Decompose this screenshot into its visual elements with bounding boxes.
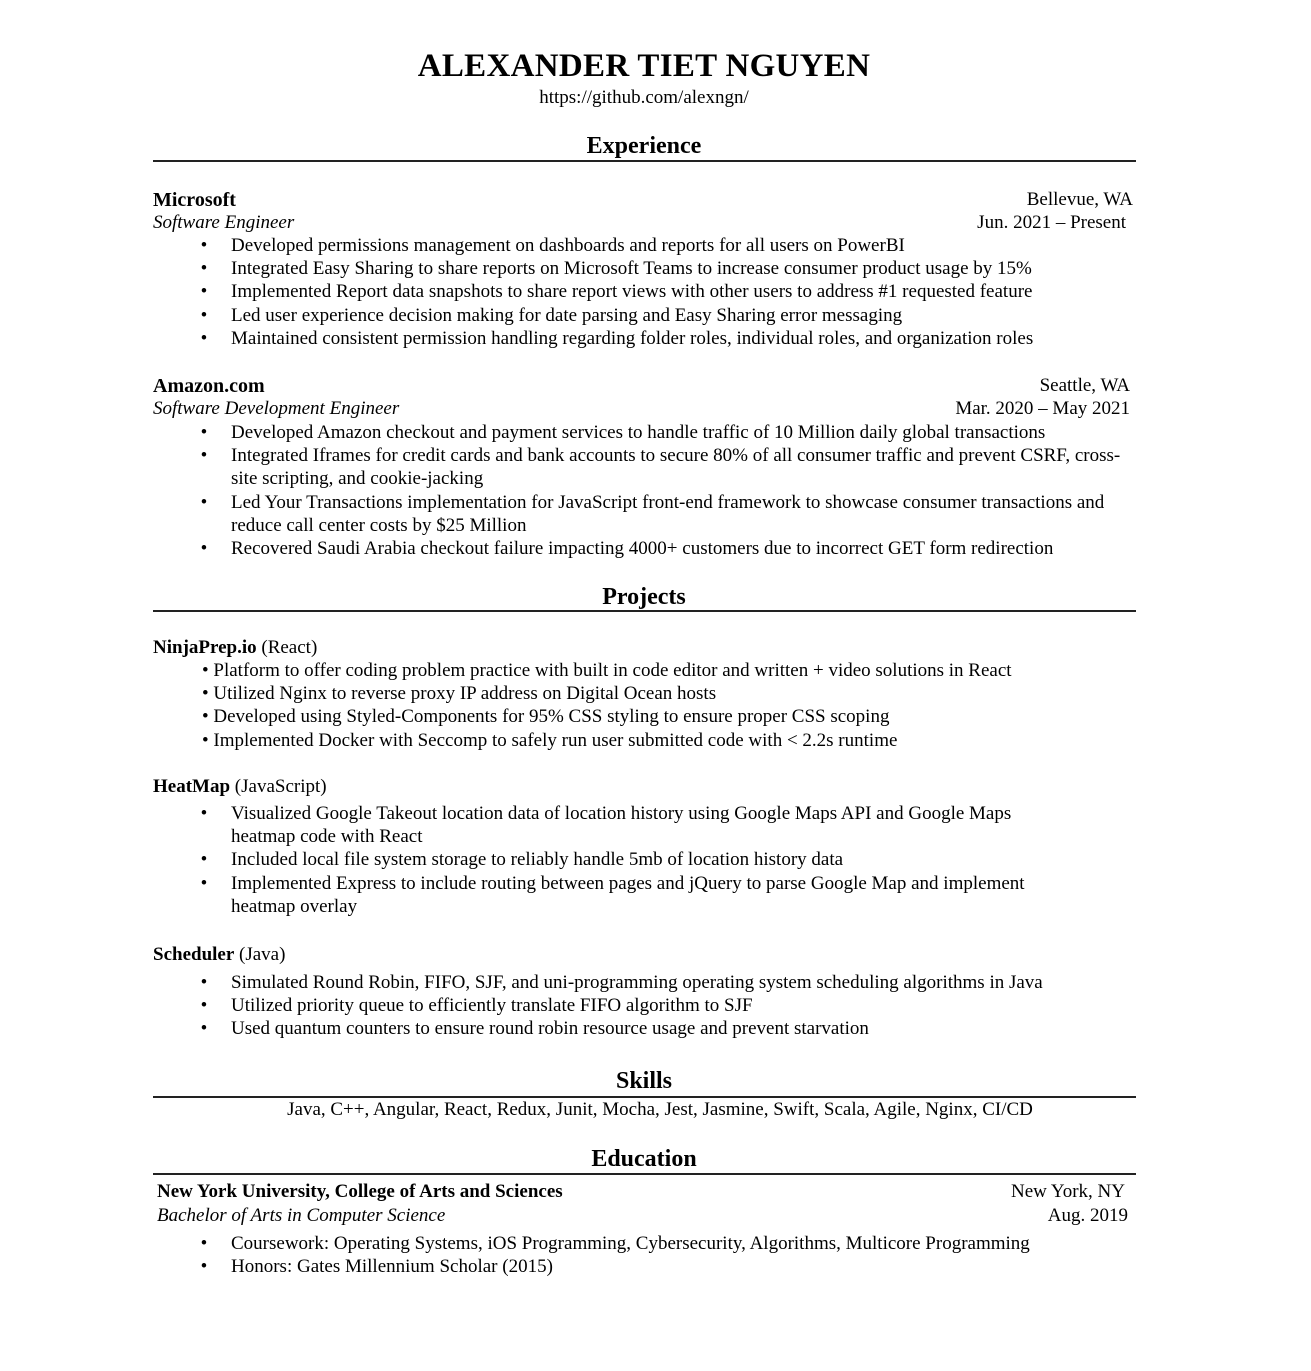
job-location: Bellevue, WA bbox=[1026, 189, 1133, 210]
project-header-scheduler bbox=[153, 943, 1133, 967]
job-bullets-amazon bbox=[198, 421, 1128, 560]
bullet-item: • Recovered Saudi Arabia checkout failure impacting 4000+ customers due to incorrect GET form redirection bbox=[198, 537, 1128, 560]
bullet-icon: • bbox=[200, 445, 208, 467]
project-bullets-scheduler bbox=[198, 971, 1128, 1041]
school-location: New York, NY bbox=[1010, 1181, 1125, 1202]
job-subheader-amazon bbox=[153, 397, 1133, 421]
company-name: Microsoft bbox=[153, 189, 236, 211]
bullet-icon: • bbox=[200, 1256, 208, 1278]
bullet-icon: • bbox=[200, 538, 208, 560]
bullet-icon: • bbox=[200, 491, 208, 513]
bullet-item: • Included local file system storage to reliably handle 5mb of location history data bbox=[198, 848, 1078, 871]
bullet-icon: • bbox=[202, 660, 209, 681]
section-title-projects: Projects bbox=[602, 584, 686, 610]
section-divider bbox=[153, 1173, 1136, 1175]
job-dates: Mar. 2020 – May 2021 bbox=[955, 398, 1130, 419]
bullet-item: • Utilized Nginx to reverse proxy IP address on Digital Ocean hosts bbox=[202, 683, 717, 705]
bullet-item: • Simulated Round Robin, FIFO, SJF, and uni-programming operating system scheduling algorithms in Java bbox=[198, 971, 1128, 994]
bullet-item: • Led user experience decision making for date parsing and Easy Sharing error messaging bbox=[198, 304, 1128, 327]
section-divider bbox=[153, 160, 1136, 162]
project-tech: (JavaScript) bbox=[234, 776, 327, 797]
bullet-icon: • bbox=[200, 995, 208, 1017]
bullet-icon: • bbox=[202, 706, 209, 728]
bullet-item: • Developed using Styled-Components for 95% CSS styling to ensure proper CSS scoping bbox=[202, 706, 890, 728]
education-subheader bbox=[157, 1204, 1128, 1228]
bullet-item: • Developed Amazon checkout and payment services to handle traffic of 10 Million daily global transactions bbox=[198, 421, 1128, 444]
degree: Bachelor of Arts in Computer Science bbox=[157, 1205, 446, 1226]
bullet-icon: • bbox=[200, 304, 208, 326]
section-title-experience: Experience bbox=[586, 133, 702, 159]
project-tech: (React) bbox=[261, 637, 318, 658]
job-title: Software Development Engineer bbox=[153, 398, 400, 419]
job-header-microsoft bbox=[153, 188, 1133, 212]
bullet-icon: • bbox=[200, 1233, 208, 1254]
bullet-item: • Developed permissions management on dashboards and reports for all users on PowerBI bbox=[198, 234, 1128, 257]
job-header-amazon bbox=[153, 374, 1133, 398]
bullet-item: • Visualized Google Takeout location data of location history using Google Maps API and Google Maps heatmap code with React bbox=[198, 802, 1078, 848]
project-bullets-ninjaprep bbox=[202, 659, 1122, 752]
bullet-icon: • bbox=[200, 281, 208, 303]
bullet-icon: • bbox=[200, 235, 208, 256]
bullet-item: • Used quantum counters to ensure round robin resource usage and prevent starvation bbox=[198, 1017, 1128, 1040]
bullet-icon: • bbox=[200, 327, 208, 349]
graduation-date: Aug. 2019 bbox=[1047, 1205, 1128, 1226]
job-location: Seattle, WA bbox=[1039, 375, 1130, 396]
education-bullets bbox=[198, 1232, 1128, 1278]
bullet-icon: • bbox=[200, 972, 208, 993]
bullet-icon: • bbox=[200, 803, 208, 824]
bullet-item: • Integrated Easy Sharing to share reports on Microsoft Teams to increase consumer product usage by 15% bbox=[198, 257, 1128, 280]
bullet-item: • Integrated Iframes for credit cards and bank accounts to secure 80% of all consumer traffic and prevent CSRF, cross-site scripting, and cookie-jacking bbox=[198, 444, 1128, 490]
bullet-icon: • bbox=[200, 872, 208, 894]
school-name: New York University, College of Arts and Sciences bbox=[157, 1181, 563, 1202]
job-dates: Jun. 2021 – Present bbox=[977, 212, 1126, 233]
bullet-item: • Utilized priority queue to efficiently translate FIFO algorithm to SJF bbox=[198, 994, 1128, 1017]
section-title-education: Education bbox=[591, 1146, 697, 1172]
bullet-icon: • bbox=[202, 729, 209, 751]
bullet-item: • Platform to offer coding problem practice with built in code editor and written + video solutions in React bbox=[202, 660, 1012, 681]
bullet-icon: • bbox=[200, 1018, 208, 1040]
project-name: NinjaPrep.io bbox=[153, 637, 257, 658]
bullet-icon: • bbox=[202, 683, 209, 705]
job-bullets-microsoft bbox=[198, 234, 1128, 350]
skills-list: Java, C++, Angular, React, Redux, Junit, Mocha, Jest, Jasmine, Swift, Scala, Agile, Nginx, CI/CD bbox=[287, 1099, 1033, 1120]
bullet-icon: • bbox=[200, 849, 208, 871]
job-title: Software Engineer bbox=[153, 212, 295, 233]
bullet-icon: • bbox=[200, 422, 208, 443]
project-bullets-heatmap bbox=[198, 802, 1078, 918]
section-divider bbox=[153, 610, 1136, 612]
bullet-item: • Coursework: Operating Systems, iOS Programming, Cybersecurity, Algorithms, Multicore Programming bbox=[198, 1232, 1128, 1255]
bullet-item: • Implemented Express to include routing between pages and jQuery to parse Google Map and implement heatmap overlay bbox=[198, 872, 1078, 918]
bullet-item: • Honors: Gates Millennium Scholar (2015) bbox=[198, 1255, 1128, 1278]
bullet-item: • Maintained consistent permission handling regarding folder roles, individual roles, and organization roles bbox=[198, 327, 1128, 350]
project-name: HeatMap bbox=[153, 776, 231, 797]
bullet-item: • Implemented Report data snapshots to share report views with other users to address #1 requested feature bbox=[198, 280, 1128, 303]
project-tech: (Java) bbox=[239, 944, 286, 965]
education-header bbox=[157, 1180, 1125, 1204]
company-name: Amazon.com bbox=[153, 375, 265, 397]
github-link[interactable]: https://github.com/alexngn/ bbox=[539, 87, 749, 108]
bullet-icon: • bbox=[200, 258, 208, 280]
section-title-skills: Skills bbox=[615, 1068, 673, 1094]
bullet-item: • Implemented Docker with Seccomp to safely run user submitted code with < 2.2s runtime bbox=[202, 729, 898, 751]
bullet-item: • Led Your Transactions implementation for JavaScript front-end framework to showcase consumer transactions and reduce call center costs by $25 Million bbox=[198, 491, 1128, 537]
project-header-ninjaprep bbox=[153, 636, 1133, 660]
project-name: Scheduler bbox=[153, 944, 235, 965]
project-header-heatmap bbox=[153, 775, 1133, 799]
resume-name: ALEXANDER TIET NGUYEN bbox=[417, 48, 871, 84]
job-subheader-microsoft bbox=[153, 211, 1133, 235]
